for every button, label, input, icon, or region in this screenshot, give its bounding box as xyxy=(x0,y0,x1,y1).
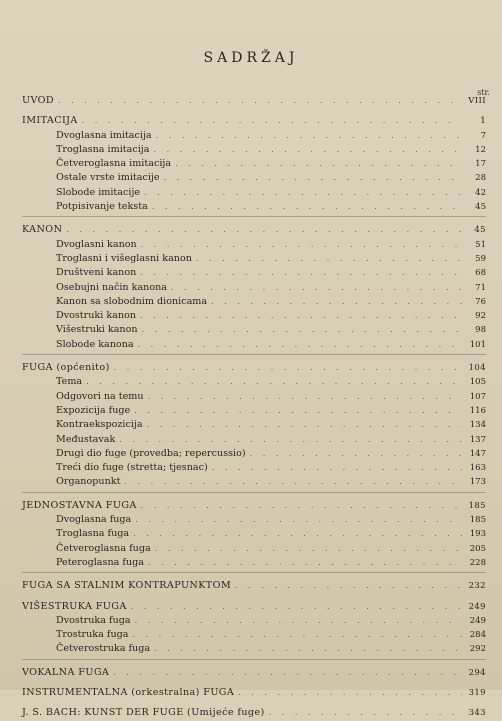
section-divider xyxy=(22,572,486,573)
toc-page-number: 45 xyxy=(475,202,486,213)
leader-dots xyxy=(138,338,462,352)
section-divider xyxy=(22,216,486,217)
toc-subentry-row xyxy=(22,642,486,656)
toc-chapter-row xyxy=(22,94,486,108)
toc-subentry-row xyxy=(22,295,486,309)
leader-dots xyxy=(154,642,462,656)
leader-dots xyxy=(196,252,462,266)
leader-dots xyxy=(235,579,462,593)
leader-dots xyxy=(211,295,462,309)
leader-dots xyxy=(134,404,462,418)
toc-page-number: 59 xyxy=(475,253,486,264)
toc-chapter-row xyxy=(22,223,486,237)
toc-page-number: 319 xyxy=(468,687,486,698)
toc-page-number: 249 xyxy=(469,615,486,626)
leader-dots xyxy=(269,706,462,720)
toc-subentry-row xyxy=(22,338,486,352)
toc-entry-label: Slobode kanona xyxy=(56,338,134,350)
toc-page-number: 104 xyxy=(468,363,486,374)
toc-page-number: 228 xyxy=(469,557,486,568)
toc-subentry-row xyxy=(22,266,486,280)
section-divider xyxy=(22,659,486,660)
toc-entry-label: Potpisivanje teksta xyxy=(56,201,148,213)
toc-chapter-row xyxy=(22,499,486,513)
toc-subentry-row xyxy=(22,614,486,628)
toc-entry-label: Peteroglasna fuga xyxy=(56,556,144,568)
toc-page-number: 284 xyxy=(469,630,486,641)
toc-subentry-row xyxy=(22,404,486,418)
toc-page-number: 205 xyxy=(469,543,486,554)
leader-dots xyxy=(171,281,462,295)
toc-page-number: 51 xyxy=(475,239,486,250)
leader-dots xyxy=(152,200,462,214)
toc-subentry-row xyxy=(22,628,486,642)
toc-section xyxy=(22,579,486,593)
toc-subentry-row xyxy=(22,475,486,489)
toc-entry-label: KANON xyxy=(22,224,63,236)
toc-subentry-row xyxy=(22,171,486,185)
toc-entry-label: Četveroglasna imitacija xyxy=(56,158,172,170)
leader-dots xyxy=(156,129,462,143)
leader-dots xyxy=(148,556,462,570)
leader-dots xyxy=(140,309,462,323)
toc-page-number: 17 xyxy=(475,159,486,170)
toc-page-number: 232 xyxy=(468,581,486,592)
toc-entry-label: Kanon sa slobodnim dionicama xyxy=(56,295,208,307)
leader-dots xyxy=(114,361,462,375)
leader-dots xyxy=(133,527,462,541)
leader-dots xyxy=(124,475,462,489)
toc-entry-label: FUGA (općenito) xyxy=(22,362,110,374)
toc-entry-label: Troglasna fuga xyxy=(56,528,130,540)
leader-dots xyxy=(141,499,462,513)
toc-section xyxy=(22,600,486,660)
toc-page-number: 98 xyxy=(475,325,486,336)
toc-entry-label: FUGA SA STALNIM KONTRAPUNKTOM xyxy=(22,580,232,592)
toc-subentry-row xyxy=(22,281,486,295)
toc-subentry-row xyxy=(22,461,486,475)
toc-chapter-row xyxy=(22,600,486,614)
toc-section xyxy=(22,94,486,108)
toc-page-number: 137 xyxy=(469,434,486,445)
leader-dots xyxy=(82,114,462,128)
toc-entry-label: Kontraekspozicija xyxy=(56,419,143,431)
leader-dots xyxy=(142,323,462,337)
leader-dots xyxy=(86,375,462,389)
toc-entry-label: Odgovori na temu xyxy=(56,390,144,402)
toc-page-number: 294 xyxy=(468,667,486,678)
toc-subentry-row xyxy=(22,556,486,570)
toc-subentry-row xyxy=(22,542,486,556)
leader-dots xyxy=(155,542,462,556)
toc-entry-label: VOKALNA FUGA xyxy=(22,666,110,678)
section-divider xyxy=(22,354,486,355)
toc-entry-label: Organopunkt xyxy=(56,476,121,488)
section-divider xyxy=(22,492,486,493)
toc-chapter-row xyxy=(22,666,486,680)
leader-dots xyxy=(238,686,462,700)
table-of-contents xyxy=(22,94,486,721)
toc-section xyxy=(22,666,486,680)
toc-entry-label: Tema xyxy=(56,376,83,388)
toc-chapter-row xyxy=(22,361,486,375)
toc-chapter-row xyxy=(22,114,486,128)
toc-entry-label: Dvostruka fuga xyxy=(56,614,131,626)
toc-subentry-row xyxy=(22,129,486,143)
toc-page-number: 105 xyxy=(469,377,486,388)
page-title: SADRŽAJ xyxy=(203,50,299,66)
toc-chapter-row xyxy=(22,579,486,593)
toc-page-number: 292 xyxy=(469,644,486,655)
leader-dots xyxy=(147,418,462,432)
leader-dots xyxy=(175,157,462,171)
leader-dots xyxy=(58,94,462,108)
toc-section xyxy=(22,686,486,700)
toc-entry-label: Expozicija fuge xyxy=(56,404,131,416)
toc-page-number: 249 xyxy=(468,601,486,612)
toc-subentry-row xyxy=(22,433,486,447)
leader-dots xyxy=(148,390,462,404)
leader-dots xyxy=(135,513,462,527)
toc-page-number: 28 xyxy=(475,173,486,184)
toc-chapter-row xyxy=(22,686,486,700)
toc-page-number: 116 xyxy=(469,405,486,416)
toc-section xyxy=(22,706,486,720)
leader-dots xyxy=(144,186,462,200)
toc-entry-label: Društveni kanon xyxy=(56,267,137,279)
toc-entry-label: J. S. BACH: KUNST DER FUGE (Umijeće fuge) xyxy=(22,707,265,719)
toc-entry-label: Troglasna imitacija xyxy=(56,143,150,155)
toc-page-number: 163 xyxy=(469,463,486,474)
toc-subentry-row xyxy=(22,252,486,266)
toc-entry-label: Dvoglasni kanon xyxy=(56,238,137,250)
leader-dots xyxy=(66,223,462,237)
toc-entry-label: Slobode imitacije xyxy=(56,186,141,198)
toc-page-number: 193 xyxy=(469,529,486,540)
toc-entry-label: VIŠESTRUKA FUGA xyxy=(22,600,127,612)
leader-dots xyxy=(131,600,462,614)
toc-page-number: 71 xyxy=(475,282,486,293)
toc-page-number: VIII xyxy=(468,96,486,106)
toc-page-number: 76 xyxy=(475,296,486,307)
toc-page-number: 173 xyxy=(469,477,486,488)
toc-subentry-row xyxy=(22,186,486,200)
leader-dots xyxy=(212,461,462,475)
toc-page-number: 343 xyxy=(468,708,486,719)
leader-dots xyxy=(154,143,462,157)
leader-dots xyxy=(113,666,462,680)
leader-dots xyxy=(141,238,462,252)
toc-entry-label: Treći dio fuge (stretta; tjesnac) xyxy=(56,462,208,474)
toc-subentry-row xyxy=(22,447,486,461)
toc-entry-label: Međustavak xyxy=(56,433,116,445)
toc-page-number: 147 xyxy=(469,448,486,459)
toc-entry-label: INSTRUMENTALNA (orkestralna) FUGA xyxy=(22,686,235,698)
toc-subentry-row xyxy=(22,418,486,432)
toc-entry-label: Osebujni način kanona xyxy=(56,281,168,293)
toc-entry-label: Trostruka fuga xyxy=(56,629,129,641)
toc-page-number: 107 xyxy=(469,391,486,402)
toc-page-number: 68 xyxy=(475,268,486,279)
leader-dots xyxy=(164,171,462,185)
toc-subentry-row xyxy=(22,238,486,252)
toc-entry-label: Dvoglasna fuga xyxy=(56,514,132,526)
toc-subentry-row xyxy=(22,309,486,323)
leader-dots xyxy=(119,433,462,447)
toc-entry-label: Četveroglasna fuga xyxy=(56,542,151,554)
toc-entry-label: Dvostruki kanon xyxy=(56,310,137,322)
toc-entry-label: UVOD xyxy=(22,95,55,106)
toc-page-number: 7 xyxy=(480,130,486,141)
toc-subentry-row xyxy=(22,143,486,157)
toc-page-number: 185 xyxy=(469,515,486,526)
toc-page-number: 1 xyxy=(480,116,486,127)
leader-dots xyxy=(135,614,462,628)
toc-page-number: 45 xyxy=(474,225,486,236)
leader-dots xyxy=(132,628,462,642)
toc-section xyxy=(22,361,486,493)
toc-subentry-row xyxy=(22,390,486,404)
toc-page-number: 42 xyxy=(475,187,486,198)
toc-page-number: 101 xyxy=(469,339,486,350)
toc-page-number: 134 xyxy=(469,420,486,431)
toc-section xyxy=(22,223,486,355)
toc-page-number: 12 xyxy=(475,144,486,155)
toc-entry-label: Troglasni i višeglasni kanon xyxy=(56,252,192,264)
toc-page-number: 185 xyxy=(468,500,486,511)
toc-subentry-row xyxy=(22,527,486,541)
toc-section xyxy=(22,499,486,573)
toc-subentry-row xyxy=(22,513,486,527)
toc-chapter-row xyxy=(22,706,486,720)
toc-entry-label: IMITACIJA xyxy=(22,115,78,127)
toc-subentry-row xyxy=(22,157,486,171)
leader-dots xyxy=(140,266,462,280)
toc-section xyxy=(22,114,486,217)
toc-subentry-row xyxy=(22,200,486,214)
toc-entry-label: JEDNOSTAVNA FUGA xyxy=(22,499,137,511)
toc-entry-label: Drugi dio fuge (provedba; repercussio) xyxy=(56,447,246,459)
toc-entry-label: Višestruki kanon xyxy=(56,324,138,336)
toc-subentry-row xyxy=(22,323,486,337)
toc-subentry-row xyxy=(22,375,486,389)
leader-dots xyxy=(250,447,462,461)
toc-entry-label: Četverostruka fuga xyxy=(56,643,151,655)
toc-entry-label: Dvoglasna imitacija xyxy=(56,129,152,141)
toc-page-number: 92 xyxy=(475,311,486,322)
page-column-label: str. xyxy=(477,88,490,97)
toc-entry-label: Ostale vrste imitacije xyxy=(56,172,160,184)
